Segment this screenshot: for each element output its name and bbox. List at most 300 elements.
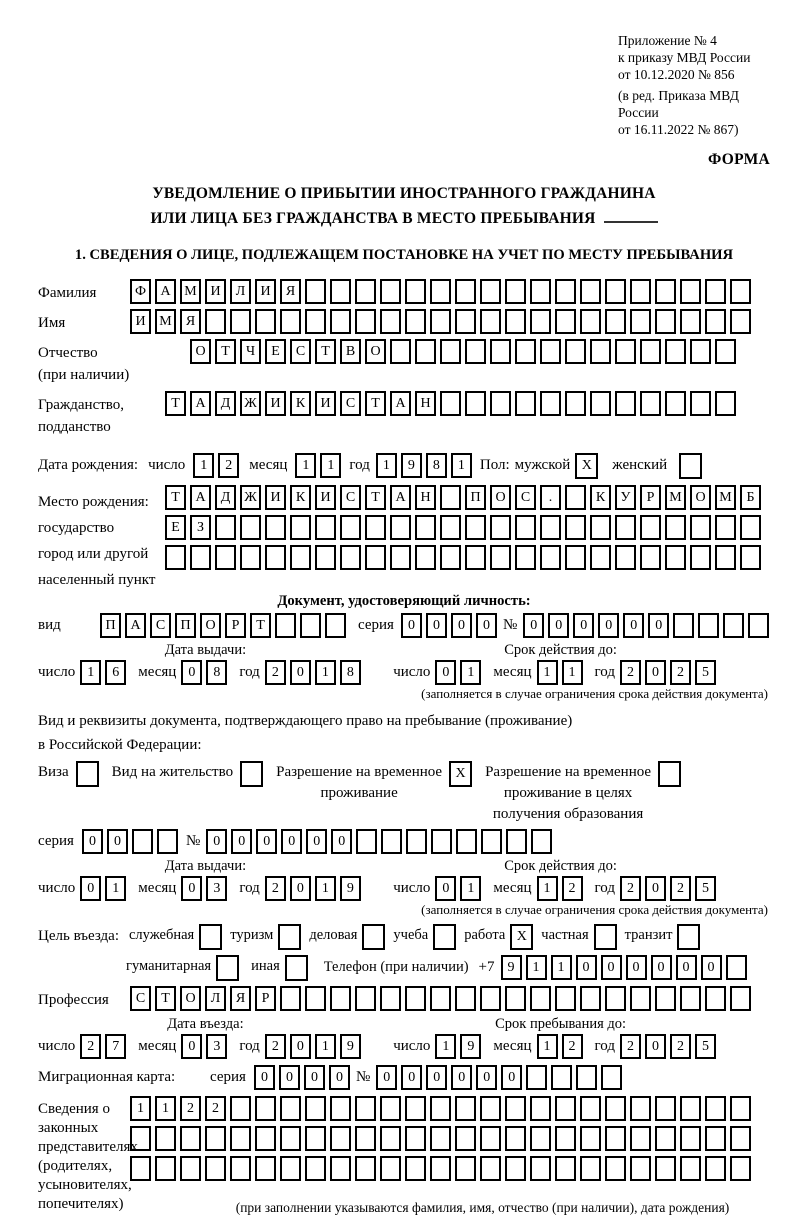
- char-cell[interactable]: [340, 545, 361, 570]
- char-cell[interactable]: М: [180, 279, 201, 304]
- char-cell[interactable]: 0: [376, 1065, 397, 1090]
- firstname-cells[interactable]: [130, 309, 755, 334]
- issue-day-cells[interactable]: [80, 660, 130, 685]
- char-cell[interactable]: [655, 1096, 676, 1121]
- char-cell[interactable]: К: [290, 391, 311, 416]
- char-cell[interactable]: 0: [82, 829, 103, 854]
- char-cell[interactable]: 2: [670, 1034, 691, 1059]
- char-cell[interactable]: [505, 1156, 526, 1181]
- char-cell[interactable]: 0: [401, 613, 422, 638]
- purpose-work-checkbox[interactable]: X: [510, 924, 533, 950]
- stay-day-cells[interactable]: [435, 1034, 485, 1059]
- char-cell[interactable]: 0: [451, 613, 472, 638]
- char-cell[interactable]: П: [175, 613, 196, 638]
- birth-month-cells[interactable]: [295, 453, 345, 478]
- char-cell[interactable]: О: [200, 613, 221, 638]
- char-cell[interactable]: [580, 309, 601, 334]
- char-cell[interactable]: [300, 613, 321, 638]
- expiry-day-cells[interactable]: [435, 660, 485, 685]
- char-cell[interactable]: [580, 279, 601, 304]
- char-cell[interactable]: [690, 545, 711, 570]
- char-cell[interactable]: [465, 545, 486, 570]
- char-cell[interactable]: [405, 309, 426, 334]
- char-cell[interactable]: М: [715, 485, 736, 510]
- char-cell[interactable]: [490, 339, 511, 364]
- char-cell[interactable]: [355, 986, 376, 1011]
- char-cell[interactable]: [180, 1156, 201, 1181]
- char-cell[interactable]: [305, 986, 326, 1011]
- char-cell[interactable]: 0: [181, 660, 202, 685]
- char-cell[interactable]: 1: [315, 1034, 336, 1059]
- char-cell[interactable]: Д: [215, 485, 236, 510]
- char-cell[interactable]: [605, 1156, 626, 1181]
- char-cell[interactable]: 0: [181, 1034, 202, 1059]
- char-cell[interactable]: 1: [130, 1096, 151, 1121]
- entry-year-cells[interactable]: [265, 1034, 365, 1059]
- char-cell[interactable]: 0: [304, 1065, 325, 1090]
- char-cell[interactable]: [590, 545, 611, 570]
- char-cell[interactable]: Е: [265, 339, 286, 364]
- char-cell[interactable]: 2: [218, 453, 239, 478]
- char-cell[interactable]: [605, 1096, 626, 1121]
- doc-kind-cells[interactable]: [100, 613, 350, 638]
- char-cell[interactable]: [506, 829, 527, 854]
- birth-year-cells[interactable]: [376, 453, 476, 478]
- char-cell[interactable]: [215, 515, 236, 540]
- char-cell[interactable]: 0: [435, 660, 456, 685]
- char-cell[interactable]: [605, 1126, 626, 1151]
- char-cell[interactable]: 0: [231, 829, 252, 854]
- char-cell[interactable]: [380, 1126, 401, 1151]
- char-cell[interactable]: [380, 309, 401, 334]
- char-cell[interactable]: [748, 613, 769, 638]
- char-cell[interactable]: [580, 1096, 601, 1121]
- char-cell[interactable]: 1: [460, 660, 481, 685]
- char-cell[interactable]: [440, 339, 461, 364]
- char-cell[interactable]: [430, 1156, 451, 1181]
- char-cell[interactable]: [515, 339, 536, 364]
- char-cell[interactable]: С: [515, 485, 536, 510]
- char-cell[interactable]: 1: [526, 955, 547, 980]
- char-cell[interactable]: [190, 545, 211, 570]
- char-cell[interactable]: [380, 1096, 401, 1121]
- res-expiry-day-cells[interactable]: [435, 876, 485, 901]
- char-cell[interactable]: [280, 1126, 301, 1151]
- char-cell[interactable]: И: [205, 279, 226, 304]
- char-cell[interactable]: Ж: [240, 485, 261, 510]
- char-cell[interactable]: [515, 391, 536, 416]
- char-cell[interactable]: 1: [460, 876, 481, 901]
- char-cell[interactable]: [365, 515, 386, 540]
- char-cell[interactable]: [305, 1126, 326, 1151]
- char-cell[interactable]: [555, 986, 576, 1011]
- char-cell[interactable]: [430, 279, 451, 304]
- char-cell[interactable]: [723, 613, 744, 638]
- char-cell[interactable]: [640, 339, 661, 364]
- char-cell[interactable]: 0: [254, 1065, 275, 1090]
- issue-month-cells[interactable]: [181, 660, 231, 685]
- char-cell[interactable]: [280, 986, 301, 1011]
- char-cell[interactable]: 5: [695, 876, 716, 901]
- representatives-row1[interactable]: [130, 1096, 755, 1121]
- char-cell[interactable]: 2: [80, 1034, 101, 1059]
- char-cell[interactable]: О: [365, 339, 386, 364]
- temp-residence-checkbox[interactable]: X: [449, 761, 472, 787]
- char-cell[interactable]: Р: [225, 613, 246, 638]
- char-cell[interactable]: 2: [205, 1096, 226, 1121]
- char-cell[interactable]: [505, 279, 526, 304]
- char-cell[interactable]: 9: [340, 876, 361, 901]
- char-cell[interactable]: 0: [548, 613, 569, 638]
- purpose-private-checkbox[interactable]: [594, 924, 617, 950]
- char-cell[interactable]: [415, 515, 436, 540]
- char-cell[interactable]: [380, 279, 401, 304]
- char-cell[interactable]: [440, 391, 461, 416]
- char-cell[interactable]: [540, 391, 561, 416]
- char-cell[interactable]: [405, 986, 426, 1011]
- char-cell[interactable]: [540, 545, 561, 570]
- char-cell[interactable]: [726, 955, 747, 980]
- char-cell[interactable]: [715, 545, 736, 570]
- birth-place-row1[interactable]: [165, 485, 765, 510]
- char-cell[interactable]: 2: [620, 1034, 641, 1059]
- char-cell[interactable]: С: [340, 485, 361, 510]
- char-cell[interactable]: [157, 829, 178, 854]
- char-cell[interactable]: [630, 1156, 651, 1181]
- char-cell[interactable]: [730, 1096, 751, 1121]
- char-cell[interactable]: Я: [280, 279, 301, 304]
- char-cell[interactable]: Е: [165, 515, 186, 540]
- char-cell[interactable]: П: [465, 485, 486, 510]
- mig-number-cells[interactable]: [376, 1065, 626, 1090]
- birth-place-row2[interactable]: [165, 515, 765, 540]
- char-cell[interactable]: Т: [315, 339, 336, 364]
- char-cell[interactable]: [130, 1126, 151, 1151]
- char-cell[interactable]: 3: [206, 876, 227, 901]
- char-cell[interactable]: [705, 986, 726, 1011]
- char-cell[interactable]: [615, 391, 636, 416]
- char-cell[interactable]: [455, 986, 476, 1011]
- patronymic-cells[interactable]: [190, 339, 740, 364]
- char-cell[interactable]: Б: [740, 485, 761, 510]
- char-cell[interactable]: [265, 545, 286, 570]
- char-cell[interactable]: 7: [105, 1034, 126, 1059]
- char-cell[interactable]: [680, 279, 701, 304]
- char-cell[interactable]: [565, 515, 586, 540]
- issue-year-cells[interactable]: [265, 660, 365, 685]
- char-cell[interactable]: [590, 339, 611, 364]
- char-cell[interactable]: [665, 391, 686, 416]
- char-cell[interactable]: 1: [537, 876, 558, 901]
- char-cell[interactable]: 0: [331, 829, 352, 854]
- char-cell[interactable]: [431, 829, 452, 854]
- char-cell[interactable]: [330, 1156, 351, 1181]
- char-cell[interactable]: [440, 485, 461, 510]
- char-cell[interactable]: [515, 515, 536, 540]
- char-cell[interactable]: 0: [451, 1065, 472, 1090]
- char-cell[interactable]: К: [290, 485, 311, 510]
- char-cell[interactable]: 0: [290, 660, 311, 685]
- char-cell[interactable]: 2: [562, 876, 583, 901]
- char-cell[interactable]: Д: [215, 391, 236, 416]
- char-cell[interactable]: И: [315, 391, 336, 416]
- char-cell[interactable]: [330, 279, 351, 304]
- char-cell[interactable]: [530, 279, 551, 304]
- char-cell[interactable]: [490, 545, 511, 570]
- char-cell[interactable]: [290, 515, 311, 540]
- char-cell[interactable]: 9: [340, 1034, 361, 1059]
- char-cell[interactable]: [430, 1096, 451, 1121]
- char-cell[interactable]: [555, 1096, 576, 1121]
- char-cell[interactable]: 0: [290, 876, 311, 901]
- char-cell[interactable]: 1: [105, 876, 126, 901]
- stay-month-cells[interactable]: [537, 1034, 587, 1059]
- char-cell[interactable]: [565, 339, 586, 364]
- char-cell[interactable]: Т: [165, 485, 186, 510]
- char-cell[interactable]: 0: [701, 955, 722, 980]
- char-cell[interactable]: К: [590, 485, 611, 510]
- char-cell[interactable]: [275, 613, 296, 638]
- char-cell[interactable]: Я: [230, 986, 251, 1011]
- char-cell[interactable]: [480, 1096, 501, 1121]
- char-cell[interactable]: [690, 391, 711, 416]
- char-cell[interactable]: 0: [573, 613, 594, 638]
- char-cell[interactable]: [415, 339, 436, 364]
- char-cell[interactable]: 2: [265, 1034, 286, 1059]
- char-cell[interactable]: 6: [105, 660, 126, 685]
- char-cell[interactable]: [465, 339, 486, 364]
- char-cell[interactable]: 0: [645, 660, 666, 685]
- char-cell[interactable]: 0: [281, 829, 302, 854]
- char-cell[interactable]: [455, 1096, 476, 1121]
- char-cell[interactable]: [480, 1156, 501, 1181]
- char-cell[interactable]: И: [255, 279, 276, 304]
- char-cell[interactable]: 0: [676, 955, 697, 980]
- char-cell[interactable]: [730, 986, 751, 1011]
- char-cell[interactable]: Л: [230, 279, 251, 304]
- char-cell[interactable]: [673, 613, 694, 638]
- phone-cells[interactable]: [501, 955, 751, 980]
- char-cell[interactable]: Л: [205, 986, 226, 1011]
- char-cell[interactable]: [565, 545, 586, 570]
- char-cell[interactable]: 0: [401, 1065, 422, 1090]
- res-expiry-month-cells[interactable]: [537, 876, 587, 901]
- char-cell[interactable]: [551, 1065, 572, 1090]
- char-cell[interactable]: 2: [265, 660, 286, 685]
- profession-cells[interactable]: [130, 986, 755, 1011]
- char-cell[interactable]: 0: [80, 876, 101, 901]
- char-cell[interactable]: [705, 1126, 726, 1151]
- char-cell[interactable]: [455, 1156, 476, 1181]
- char-cell[interactable]: [390, 339, 411, 364]
- res-expiry-year-cells[interactable]: [620, 876, 720, 901]
- char-cell[interactable]: 0: [107, 829, 128, 854]
- char-cell[interactable]: [730, 1126, 751, 1151]
- char-cell[interactable]: У: [615, 485, 636, 510]
- char-cell[interactable]: [465, 391, 486, 416]
- char-cell[interactable]: [240, 515, 261, 540]
- char-cell[interactable]: [155, 1126, 176, 1151]
- char-cell[interactable]: [405, 1126, 426, 1151]
- char-cell[interactable]: А: [390, 391, 411, 416]
- char-cell[interactable]: [490, 391, 511, 416]
- char-cell[interactable]: [132, 829, 153, 854]
- representatives-row2[interactable]: [130, 1126, 755, 1151]
- char-cell[interactable]: А: [155, 279, 176, 304]
- char-cell[interactable]: [290, 545, 311, 570]
- char-cell[interactable]: [215, 545, 236, 570]
- res-issue-day-cells[interactable]: [80, 876, 130, 901]
- char-cell[interactable]: Р: [640, 485, 661, 510]
- char-cell[interactable]: [481, 829, 502, 854]
- char-cell[interactable]: [455, 309, 476, 334]
- char-cell[interactable]: 2: [180, 1096, 201, 1121]
- char-cell[interactable]: 1: [376, 453, 397, 478]
- char-cell[interactable]: [531, 829, 552, 854]
- char-cell[interactable]: [455, 1126, 476, 1151]
- visa-checkbox[interactable]: [76, 761, 99, 787]
- char-cell[interactable]: [680, 1126, 701, 1151]
- char-cell[interactable]: [406, 829, 427, 854]
- char-cell[interactable]: 0: [576, 955, 597, 980]
- char-cell[interactable]: [540, 339, 561, 364]
- char-cell[interactable]: [490, 515, 511, 540]
- char-cell[interactable]: 1: [551, 955, 572, 980]
- char-cell[interactable]: 1: [295, 453, 316, 478]
- char-cell[interactable]: З: [190, 515, 211, 540]
- char-cell[interactable]: Т: [365, 485, 386, 510]
- char-cell[interactable]: [405, 1156, 426, 1181]
- char-cell[interactable]: .: [540, 485, 561, 510]
- char-cell[interactable]: 0: [651, 955, 672, 980]
- char-cell[interactable]: [430, 1126, 451, 1151]
- char-cell[interactable]: [280, 1156, 301, 1181]
- char-cell[interactable]: [255, 1156, 276, 1181]
- char-cell[interactable]: [205, 1126, 226, 1151]
- char-cell[interactable]: [430, 309, 451, 334]
- char-cell[interactable]: [305, 1156, 326, 1181]
- char-cell[interactable]: [205, 1156, 226, 1181]
- char-cell[interactable]: [601, 1065, 622, 1090]
- char-cell[interactable]: 0: [645, 1034, 666, 1059]
- char-cell[interactable]: [515, 545, 536, 570]
- char-cell[interactable]: Р: [255, 986, 276, 1011]
- char-cell[interactable]: [590, 391, 611, 416]
- char-cell[interactable]: 2: [265, 876, 286, 901]
- char-cell[interactable]: 0: [435, 876, 456, 901]
- char-cell[interactable]: [615, 515, 636, 540]
- char-cell[interactable]: [505, 1126, 526, 1151]
- char-cell[interactable]: [630, 986, 651, 1011]
- char-cell[interactable]: [230, 1096, 251, 1121]
- char-cell[interactable]: [615, 339, 636, 364]
- char-cell[interactable]: 0: [501, 1065, 522, 1090]
- char-cell[interactable]: [655, 1156, 676, 1181]
- char-cell[interactable]: [305, 309, 326, 334]
- char-cell[interactable]: 0: [256, 829, 277, 854]
- citizenship-cells[interactable]: [165, 391, 740, 416]
- char-cell[interactable]: [265, 515, 286, 540]
- char-cell[interactable]: 1: [537, 1034, 558, 1059]
- char-cell[interactable]: Т: [215, 339, 236, 364]
- char-cell[interactable]: 1: [315, 660, 336, 685]
- char-cell[interactable]: [340, 515, 361, 540]
- char-cell[interactable]: [230, 1126, 251, 1151]
- char-cell[interactable]: [730, 1156, 751, 1181]
- char-cell[interactable]: [615, 545, 636, 570]
- char-cell[interactable]: [730, 279, 751, 304]
- char-cell[interactable]: Т: [165, 391, 186, 416]
- char-cell[interactable]: [715, 391, 736, 416]
- char-cell[interactable]: [430, 986, 451, 1011]
- char-cell[interactable]: [680, 1096, 701, 1121]
- char-cell[interactable]: 1: [562, 660, 583, 685]
- char-cell[interactable]: [705, 279, 726, 304]
- doc-number-cells[interactable]: [523, 613, 773, 638]
- birth-day-cells[interactable]: [193, 453, 243, 478]
- char-cell[interactable]: [590, 515, 611, 540]
- surname-cells[interactable]: [130, 279, 755, 304]
- char-cell[interactable]: [730, 309, 751, 334]
- char-cell[interactable]: Ч: [240, 339, 261, 364]
- char-cell[interactable]: О: [490, 485, 511, 510]
- char-cell[interactable]: [690, 515, 711, 540]
- char-cell[interactable]: 0: [181, 876, 202, 901]
- char-cell[interactable]: 0: [426, 1065, 447, 1090]
- gender-female-checkbox[interactable]: [679, 453, 702, 479]
- expiry-month-cells[interactable]: [537, 660, 587, 685]
- char-cell[interactable]: Т: [365, 391, 386, 416]
- char-cell[interactable]: [380, 1156, 401, 1181]
- char-cell[interactable]: [555, 309, 576, 334]
- char-cell[interactable]: М: [155, 309, 176, 334]
- char-cell[interactable]: [665, 545, 686, 570]
- char-cell[interactable]: О: [690, 485, 711, 510]
- char-cell[interactable]: 1: [193, 453, 214, 478]
- char-cell[interactable]: [456, 829, 477, 854]
- char-cell[interactable]: [255, 1126, 276, 1151]
- representatives-row3[interactable]: [130, 1156, 755, 1181]
- char-cell[interactable]: [465, 515, 486, 540]
- char-cell[interactable]: [580, 986, 601, 1011]
- char-cell[interactable]: С: [130, 986, 151, 1011]
- entry-day-cells[interactable]: [80, 1034, 130, 1059]
- temp-residence-education-checkbox[interactable]: [658, 761, 681, 787]
- char-cell[interactable]: 5: [695, 660, 716, 685]
- char-cell[interactable]: [155, 1156, 176, 1181]
- char-cell[interactable]: 2: [562, 1034, 583, 1059]
- char-cell[interactable]: Н: [415, 391, 436, 416]
- char-cell[interactable]: 0: [476, 613, 497, 638]
- char-cell[interactable]: [715, 339, 736, 364]
- char-cell[interactable]: С: [290, 339, 311, 364]
- char-cell[interactable]: 2: [620, 660, 641, 685]
- char-cell[interactable]: 0: [426, 613, 447, 638]
- char-cell[interactable]: И: [315, 485, 336, 510]
- char-cell[interactable]: [330, 1096, 351, 1121]
- char-cell[interactable]: [580, 1156, 601, 1181]
- char-cell[interactable]: [680, 986, 701, 1011]
- char-cell[interactable]: [665, 515, 686, 540]
- char-cell[interactable]: С: [340, 391, 361, 416]
- char-cell[interactable]: [540, 515, 561, 540]
- char-cell[interactable]: [555, 279, 576, 304]
- purpose-business-checkbox[interactable]: [362, 924, 385, 950]
- char-cell[interactable]: [405, 279, 426, 304]
- char-cell[interactable]: [530, 309, 551, 334]
- char-cell[interactable]: [530, 1096, 551, 1121]
- char-cell[interactable]: И: [130, 309, 151, 334]
